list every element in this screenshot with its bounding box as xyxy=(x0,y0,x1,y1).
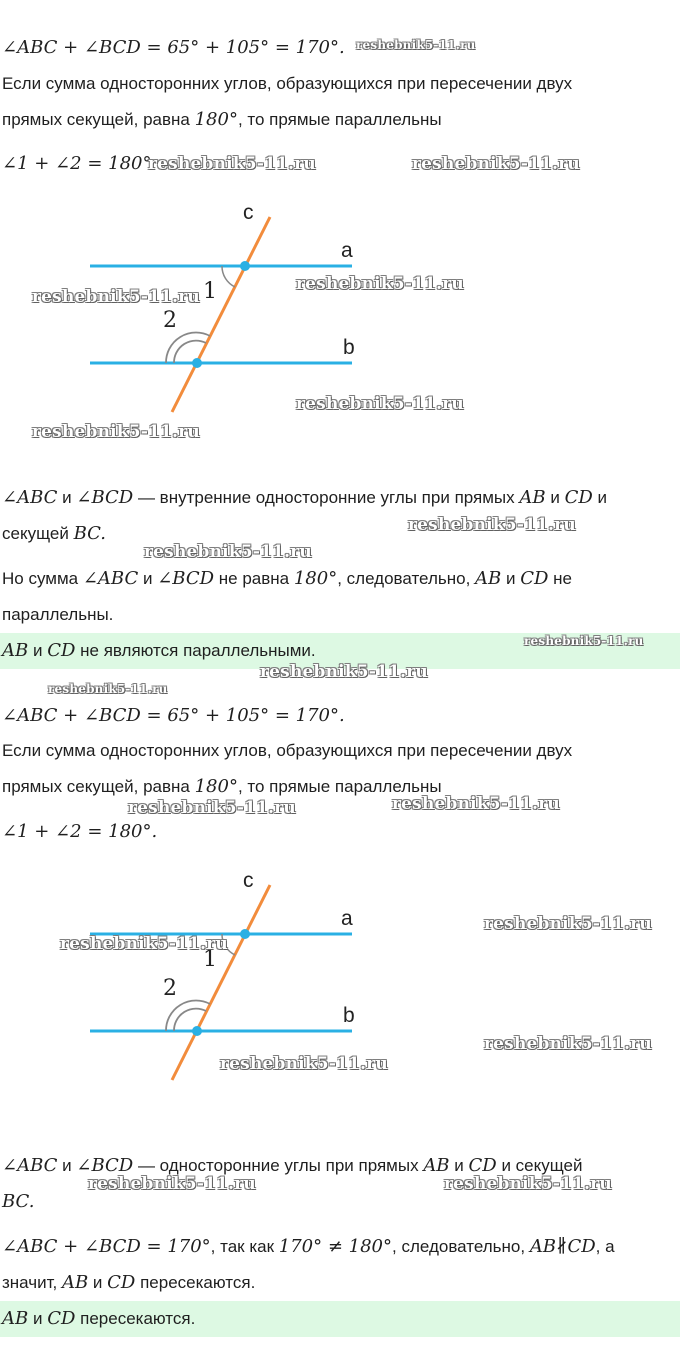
watermark: reshebnik5-11.ru xyxy=(444,1174,612,1194)
rule-2-line-1: Если сумма односторонних углов, образующихся при пересечении двух xyxy=(2,741,573,760)
watermark: reshebnik5-11.ru xyxy=(128,798,296,818)
parallel-lines-figure xyxy=(0,195,480,425)
rule-2-line-2: прямых секущей, равна 180°, то прямые параллельны xyxy=(2,776,442,797)
watermark: reshebnik5-11.ru xyxy=(412,154,580,174)
rule-line-2: прямых секущей, равна 180°, то прямые параллельны xyxy=(2,109,442,130)
rule-line-1: Если сумма односторонних углов, образующихся при пересечении двух xyxy=(2,74,573,93)
label-a: a xyxy=(341,239,353,262)
point-intersection-b xyxy=(192,358,202,368)
paragraph-1-line-1: ∠ABC и ∠BCD — внутренние односторонние углы при прямых AB и CD и xyxy=(2,487,608,508)
label-c: c xyxy=(243,869,254,892)
equation-angle-sum: ∠ABC + ∠BCD = 65° + 105° = 170°. xyxy=(2,37,345,58)
paragraph-1-line-2: секущей BC. xyxy=(2,523,106,544)
paragraph-4-line-2: значит, AB и CD пересекаются. xyxy=(2,1272,256,1293)
equation-angles-1-2: ∠1 + ∠2 = 180° xyxy=(2,153,152,174)
label-b: b xyxy=(343,1004,355,1027)
watermark: reshebnik5-11.ru xyxy=(524,634,644,648)
label-a: a xyxy=(341,907,353,930)
paragraph-2-line-2: параллельны. xyxy=(2,605,114,624)
watermark: reshebnik5-11.ru xyxy=(48,682,168,696)
paragraph-2-line-1: Но сумма ∠ABC и ∠BCD не равна 180°, следовательно, AB и CD не xyxy=(2,568,572,589)
watermark: reshebnik5-11.ru xyxy=(296,274,464,294)
watermark: reshebnik5-11.ru xyxy=(32,287,200,307)
paragraph-3-line-2: BC. xyxy=(2,1191,35,1212)
watermark: reshebnik5-11.ru xyxy=(356,38,476,52)
angle-2-label: 2 xyxy=(163,308,177,333)
equation-angle-sum-2: ∠ABC + ∠BCD = 65° + 105° = 170°. xyxy=(2,705,345,726)
paragraph-3-line-1: ∠ABC и ∠BCD — односторонние углы при прямых AB и CD и секущей xyxy=(2,1155,583,1176)
watermark: reshebnik5-11.ru xyxy=(60,934,228,954)
paragraph-4-line-1: ∠ABC + ∠BCD = 170°, так как 170° ≠ 180°, следовательно, AB∦CD, а xyxy=(2,1236,615,1257)
transversal-c xyxy=(172,217,270,412)
point-intersection-a xyxy=(240,929,250,939)
angle-2-label: 2 xyxy=(163,976,177,1001)
equation-angles-1-2-second: ∠1 + ∠2 = 180°. xyxy=(2,821,158,842)
transversal-c xyxy=(172,885,270,1080)
watermark: reshebnik5-11.ru xyxy=(296,394,464,414)
watermark: reshebnik5-11.ru xyxy=(484,1034,652,1054)
watermark: reshebnik5-11.ru xyxy=(392,794,560,814)
watermark: reshebnik5-11.ru xyxy=(32,422,200,442)
watermark: reshebnik5-11.ru xyxy=(148,154,316,174)
answer-2: AB и CD пересекаются. xyxy=(2,1308,196,1329)
label-c: c xyxy=(243,201,254,224)
label-b: b xyxy=(343,336,355,359)
angle-1-label: 1 xyxy=(203,947,217,972)
angle-1-arc xyxy=(222,266,235,287)
watermark: reshebnik5-11.ru xyxy=(408,515,576,535)
watermark: reshebnik5-11.ru xyxy=(220,1054,388,1074)
watermark: reshebnik5-11.ru xyxy=(260,662,428,682)
point-intersection-a xyxy=(240,261,250,271)
angle-1-label: 1 xyxy=(203,279,217,304)
answer-1: AB и CD не являются параллельными. xyxy=(2,640,316,661)
point-intersection-b xyxy=(192,1026,202,1036)
watermark: reshebnik5-11.ru xyxy=(144,542,312,562)
watermark: reshebnik5-11.ru xyxy=(484,914,652,934)
watermark: reshebnik5-11.ru xyxy=(88,1174,256,1194)
